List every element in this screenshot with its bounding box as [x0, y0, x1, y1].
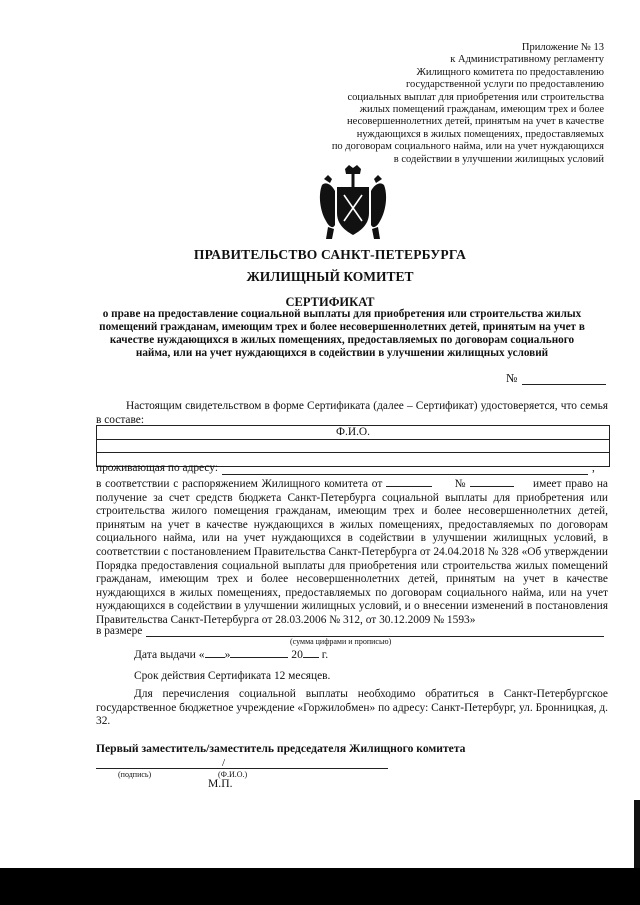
issue-day-field[interactable]: [205, 648, 225, 658]
validity-text: Срок действия Сертификата 12 месяцев.: [134, 670, 331, 682]
stamp-label: М.П.: [208, 777, 233, 790]
transfer-text: Для перечисления социальной выплаты необходимо обратиться в Санкт-Петербургское государственное бюджетное учреждение «Горжилобмен» по адресу: Санкт-Петербург, ул. Бронницкая, д. 32.: [96, 688, 608, 728]
amount-hint: (сумма цифрами и прописью): [290, 637, 392, 646]
certificate-number-label: №: [506, 371, 518, 385]
issue-month-field[interactable]: [230, 648, 288, 658]
signature-separator: /: [222, 757, 226, 769]
org-title: ПРАВИТЕЛЬСТВО САНКТ-ПЕТЕРБУРГА: [193, 247, 467, 262]
issue-year-field[interactable]: [303, 648, 319, 658]
table-header-fio: Ф.И.О.: [336, 426, 370, 438]
address-label: проживающая по адресу:: [96, 462, 219, 474]
scan-footer-band: [0, 868, 640, 905]
appendix-line: Приложение № 13: [521, 42, 604, 53]
appendix-line: жилых помещений гражданам, имеющим трех и более: [359, 104, 604, 116]
para-prefix: в соответствии с распоряжением Жилищного комитета от: [96, 478, 383, 490]
certificate-subtitle: о праве на предоставление социальной выплаты для приобретения или строительства жилых помещений гражданам, имеющим трех и более несовершеннолетних детей, принятым на учет в качестве нуждающихся в жилых помещениях, предоставляемых по договорам социального найма, или на учет нуждающихся в содействии в улучшении жилищных условий: [99, 308, 585, 359]
issue-year-suffix: г.: [321, 648, 329, 661]
order-date-field[interactable]: [386, 477, 432, 487]
para-rest: на получение за счет средств бюджета Санкт-Петербурга социальной выплаты для приобретения или строительства жилого помещения гражданам, имеющим трех и более несовершеннолетних детей, принятым на учет в качестве нуждающихся в жилых помещениях, предоставляемых по договорам социального найма, или на учет нуждающихся в содействии в улучшении жилищных условий, в соответствии с постановлением Правительства Санкт-Петербурга от 24.04.2018 № 328 «Об утверждении Порядка предоставления социальной выплаты для приобретения или строительства жилых помещений гражданам, имеющим трех и более несовершеннолетних детей, принятым на учет в качестве нуждающихся в жилых помещениях, предоставляемых по договорам социального найма, или на учет нуждающихся в содействии в улучшении жилищных условий, и о внесении изменений в постановления Правительства Санкт-Петербурга от 28.03.2006 № 312, от 30.12.2009 № 1593»: [96, 478, 608, 626]
table-row[interactable]: [97, 439, 609, 440]
order-number-field[interactable]: [470, 477, 514, 487]
appendix-line: Жилищного комитета по предоставлению: [416, 66, 604, 78]
appendix-line: по договорам социального найма, или на учет нуждающихся: [331, 141, 604, 153]
issue-year-prefix: 20: [291, 648, 303, 661]
address-field[interactable]: [222, 474, 588, 475]
amount-label: в размере: [96, 625, 143, 637]
coat-of-arms-icon: [318, 165, 388, 245]
intro-text: Настоящим свидетельством в форме Сертификата (далее – Сертификат) удостоверяется, что семья в составе:: [96, 400, 608, 426]
appendix-line: к Административному регламенту: [450, 54, 604, 66]
main-paragraph: [96, 477, 608, 628]
org-subtitle: ЖИЛИЩНЫЙ КОМИТЕТ: [246, 269, 414, 284]
certificate-title: СЕРТИФИКАТ: [285, 295, 375, 309]
table-row[interactable]: [97, 452, 609, 453]
signature-field[interactable]: [96, 768, 388, 769]
para-has-right: имеет право: [533, 478, 594, 490]
issue-date: [134, 648, 328, 661]
issue-quote: »: [224, 648, 231, 661]
certificate-number-field[interactable]: [522, 384, 606, 385]
appendix-line: нуждающихся в жилых помещениях, предоставляемых: [356, 128, 604, 140]
appendix-line: социальных выплат для приобретения или строительства: [347, 91, 604, 103]
fio-hint: (Ф.И.О.): [218, 770, 248, 779]
appendix-line: в содействии в улучшении жилищных условий: [393, 153, 604, 165]
signer-title: Первый заместитель/заместитель председателя Жилищного комитета: [96, 742, 466, 755]
para-number-sign: №: [454, 478, 467, 490]
appendix-line: государственной услуги по предоставлению: [406, 79, 604, 91]
appendix-block: [304, 42, 604, 166]
family-table: [96, 425, 610, 467]
issue-date-label: Дата выдачи «: [134, 648, 205, 661]
appendix-line: несовершеннолетних детей, принятым на учет в качестве: [346, 116, 604, 128]
signature-hint: (подпись): [118, 770, 152, 779]
